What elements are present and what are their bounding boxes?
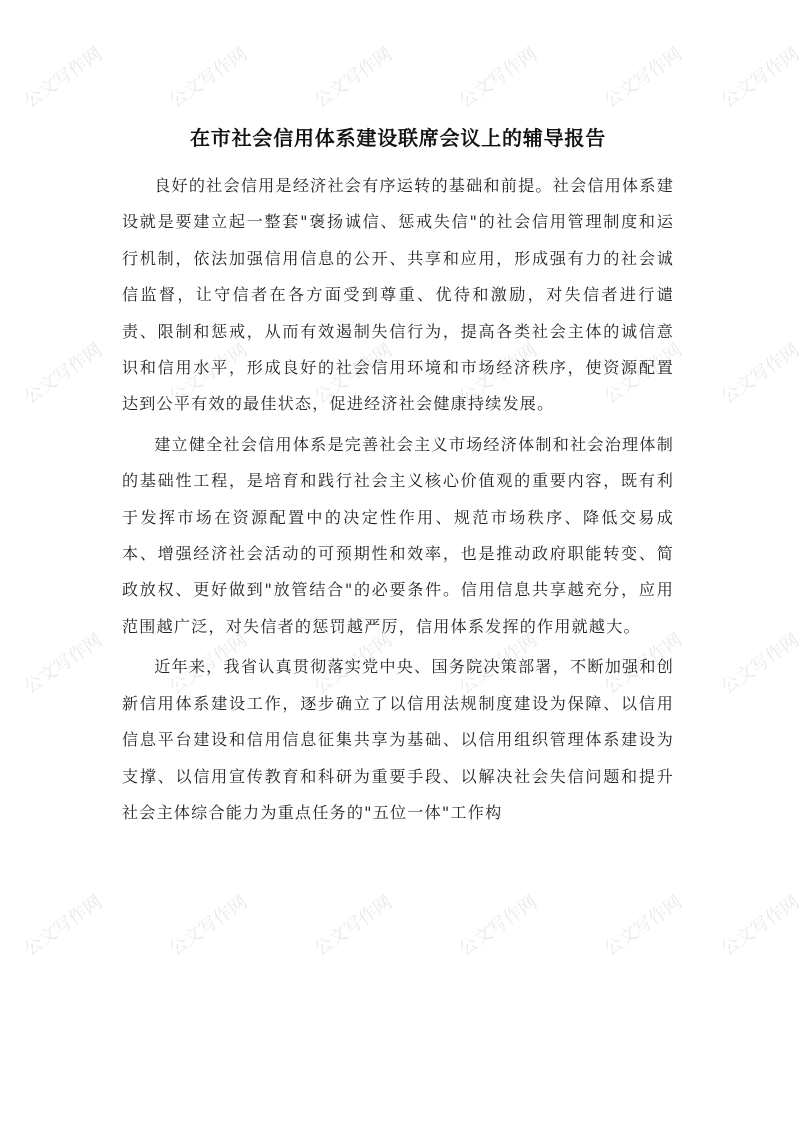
paragraph-1: 良好的社会信用是经济社会有序运转的基础和前提。社会信用体系建设就是要建立起一整套"褒扬诚信、惩戒失信"的社会信用管理制度和运行机制，依法加强信用信息的公开、共享和应用，形成强有力的社会诚信监督，让守信者在各方面受到尊重、优待和激励，对失信者进行谴责、限制和惩戒，从而有效遏制失信行为，提高各类社会主体的诚信意识和信用水平，形成良好的社会信用环境和市场经济秩序，使资源配置达到公平有效的最佳状态，促进经济社会健康持续发展。 <box>122 176 674 414</box>
watermark-text: 公文写作网 <box>20 339 107 409</box>
paragraph-3: 近年来，我省认真贯彻落实党中央、国务院决策部署，不断加强和创新信用体系建设工作，逐步确立了以信用法规制度建设为保障、以信用信息平台建设和信用信息征集共享为基础、以信用组织管理体系建设为支撑、以信用宣传教育和科研为重要手段、以解决社会失信问题和提升社会主体综合能力为重点任务的"五位一体"工作构 <box>122 657 674 822</box>
watermark-text: 公文写作网 <box>717 43 804 113</box>
watermark-text: 公文写作网 <box>310 891 397 961</box>
watermark-text: 公文写作网 <box>310 43 397 113</box>
watermark-text: 公文写作网 <box>310 629 397 699</box>
document-body <box>122 118 674 831</box>
watermark-text: 公文写作网 <box>310 339 397 409</box>
watermark-text: 公文写作网 <box>165 43 252 113</box>
watermark-text: 公文写作网 <box>20 43 107 113</box>
paragraph-2: 建立健全社会信用体系是完善社会主义市场经济体制和社会治理体制的基础性工程，是培育和践行社会主义核心价值观的重要内容，既有利于发挥市场在资源配置中的决定性作用、规范市场秩序、降低交易成本、增强经济社会活动的可预期性和效率，也是推动政府职能转变、简政放权、更好做到"放管结合"的必要条件。信用信息共享越充分，应用范围越广泛，对失信者的惩罚越严厉，信用体系发挥的作用就越大。 <box>122 434 674 636</box>
watermark-text: 公文写作网 <box>455 339 542 409</box>
watermark-text: 公文写作网 <box>165 891 252 961</box>
watermark-text: 公文写作网 <box>717 629 804 699</box>
watermark-text: 公文写作网 <box>600 891 687 961</box>
watermark-text: 公文写作网 <box>600 629 687 699</box>
watermark-text: 公文写作网 <box>455 891 542 961</box>
watermark-text: 公文写作网 <box>20 891 107 961</box>
watermark-text: 公文写作网 <box>165 629 252 699</box>
watermark-text: 公文写作网 <box>600 339 687 409</box>
watermark-text: 公文写作网 <box>455 629 542 699</box>
watermark-text: 公文写作网 <box>165 339 252 409</box>
watermark-text: 公文写作网 <box>600 43 687 113</box>
watermark-text: 公文写作网 <box>717 339 804 409</box>
watermark-text: 公文写作网 <box>717 891 804 961</box>
document-title: 在市社会信用体系建设联席会议上的辅导报告 <box>190 126 606 150</box>
watermark-text: 公文写作网 <box>20 629 107 699</box>
watermark-text: 公文写作网 <box>455 43 542 113</box>
